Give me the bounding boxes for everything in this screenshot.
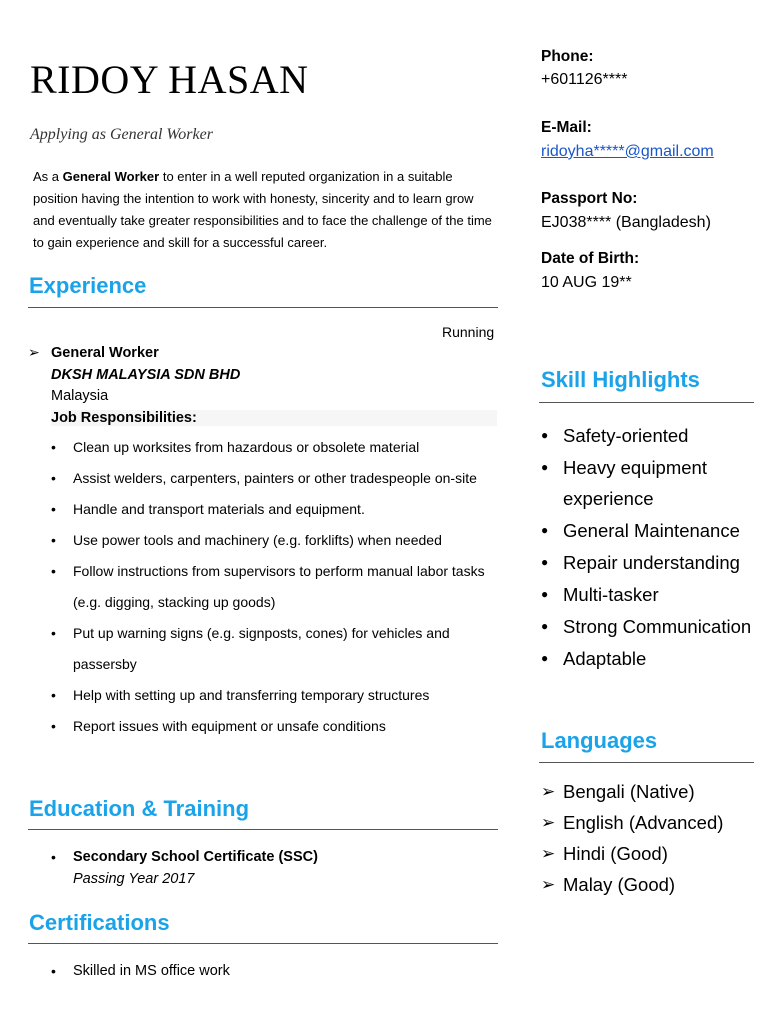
list-item: • Put up warning signs (e.g. signposts, cones) for vehicles and passersby [45, 618, 493, 680]
list-item: • Follow instructions from supervisors to perform manual labor tasks (e.g. digging, stacking up goods) [45, 556, 493, 618]
objective-prefix: As a [33, 169, 63, 184]
list-item: ● General Maintenance [541, 515, 761, 546]
applying-subtitle: Applying as General Worker [30, 126, 213, 143]
objective-role: General Worker [62, 169, 160, 184]
list-item [541, 776, 761, 807]
email-link[interactable]: ridoyha*****@gmail.com [541, 143, 714, 160]
list-item: • Help with setting up and transferring temporary structures [45, 680, 493, 711]
passport-value: EJ038**** (Bangladesh) [541, 214, 711, 231]
arrow-icon: ➢ [541, 844, 556, 863]
language-label: Bengali (Native) [563, 781, 695, 802]
phone-label: Phone: [541, 48, 594, 65]
objective-text: to enter in a well reputed organization in a suitable position having the intention to work with honesty, sincerity and to learn grow and eventually take greater responsibilities and to face the challenge of the time to gain experience and skill for a successful career. [33, 169, 492, 250]
languages-divider [539, 762, 754, 763]
list-item: ● Repair understanding [541, 547, 761, 578]
languages-heading: Languages [541, 728, 658, 753]
email-label: E-Mail: [541, 119, 592, 136]
education-degree: Secondary School Certificate (SSC) [73, 849, 318, 865]
arrow-icon: ➢ [541, 782, 556, 801]
list-item [541, 807, 761, 838]
phone-value: +601126**** [541, 71, 628, 88]
languages-list [541, 776, 761, 900]
education-divider [28, 829, 498, 830]
list-item: ● Heavy equipment experience [541, 452, 761, 514]
responsibilities-label: Job Responsibilities: [51, 410, 497, 426]
list-item: ● Multi-tasker [541, 579, 761, 610]
company-name: DKSH MALAYSIA SDN BHD [51, 367, 241, 383]
candidate-name: RIDOY HASAN [30, 57, 309, 102]
education-year: Passing Year 2017 [73, 871, 195, 887]
list-item: ● Adaptable [541, 643, 761, 674]
bullet-icon: • [51, 849, 56, 865]
language-label: Malay (Good) [563, 874, 676, 895]
certifications-divider [28, 943, 498, 944]
job-location: Malaysia [51, 388, 109, 404]
duties-list [45, 432, 493, 742]
skills-list [541, 420, 761, 675]
list-item: • Report issues with equipment or unsafe conditions [45, 711, 493, 742]
list-item: • Clean up worksites from hazardous or obsolete material [45, 432, 493, 463]
experience-divider [28, 307, 498, 308]
job-arrow-icon: ➢ [28, 344, 40, 360]
certification-item: Skilled in MS office work [73, 963, 230, 979]
dob-value: 10 AUG 19** [541, 274, 632, 291]
arrow-icon: ➢ [541, 813, 556, 832]
dob-label: Date of Birth: [541, 250, 640, 267]
certifications-heading: Certifications [29, 910, 170, 935]
list-item [541, 869, 761, 900]
objective-paragraph [33, 166, 495, 254]
experience-heading: Experience [29, 273, 147, 298]
skills-heading: Skill Highlights [541, 367, 700, 392]
skills-divider [539, 402, 754, 403]
job-title: General Worker [51, 345, 159, 361]
arrow-icon: ➢ [541, 875, 556, 894]
passport-label: Passport No: [541, 190, 638, 207]
list-item: ● Strong Communication [541, 611, 761, 642]
language-label: Hindi (Good) [563, 843, 668, 864]
list-item: • Handle and transport materials and equipment. [45, 494, 493, 525]
job-status: Running [442, 324, 495, 340]
list-item: • Assist welders, carpenters, painters or other tradespeople on-site [45, 463, 493, 494]
education-heading: Education & Training [29, 796, 250, 821]
language-label: English (Advanced) [563, 812, 724, 833]
list-item: ● Safety-oriented [541, 420, 761, 451]
list-item: • Use power tools and machinery (e.g. forklifts) when needed [45, 525, 493, 556]
list-item [541, 838, 761, 869]
bullet-icon: • [51, 963, 56, 979]
